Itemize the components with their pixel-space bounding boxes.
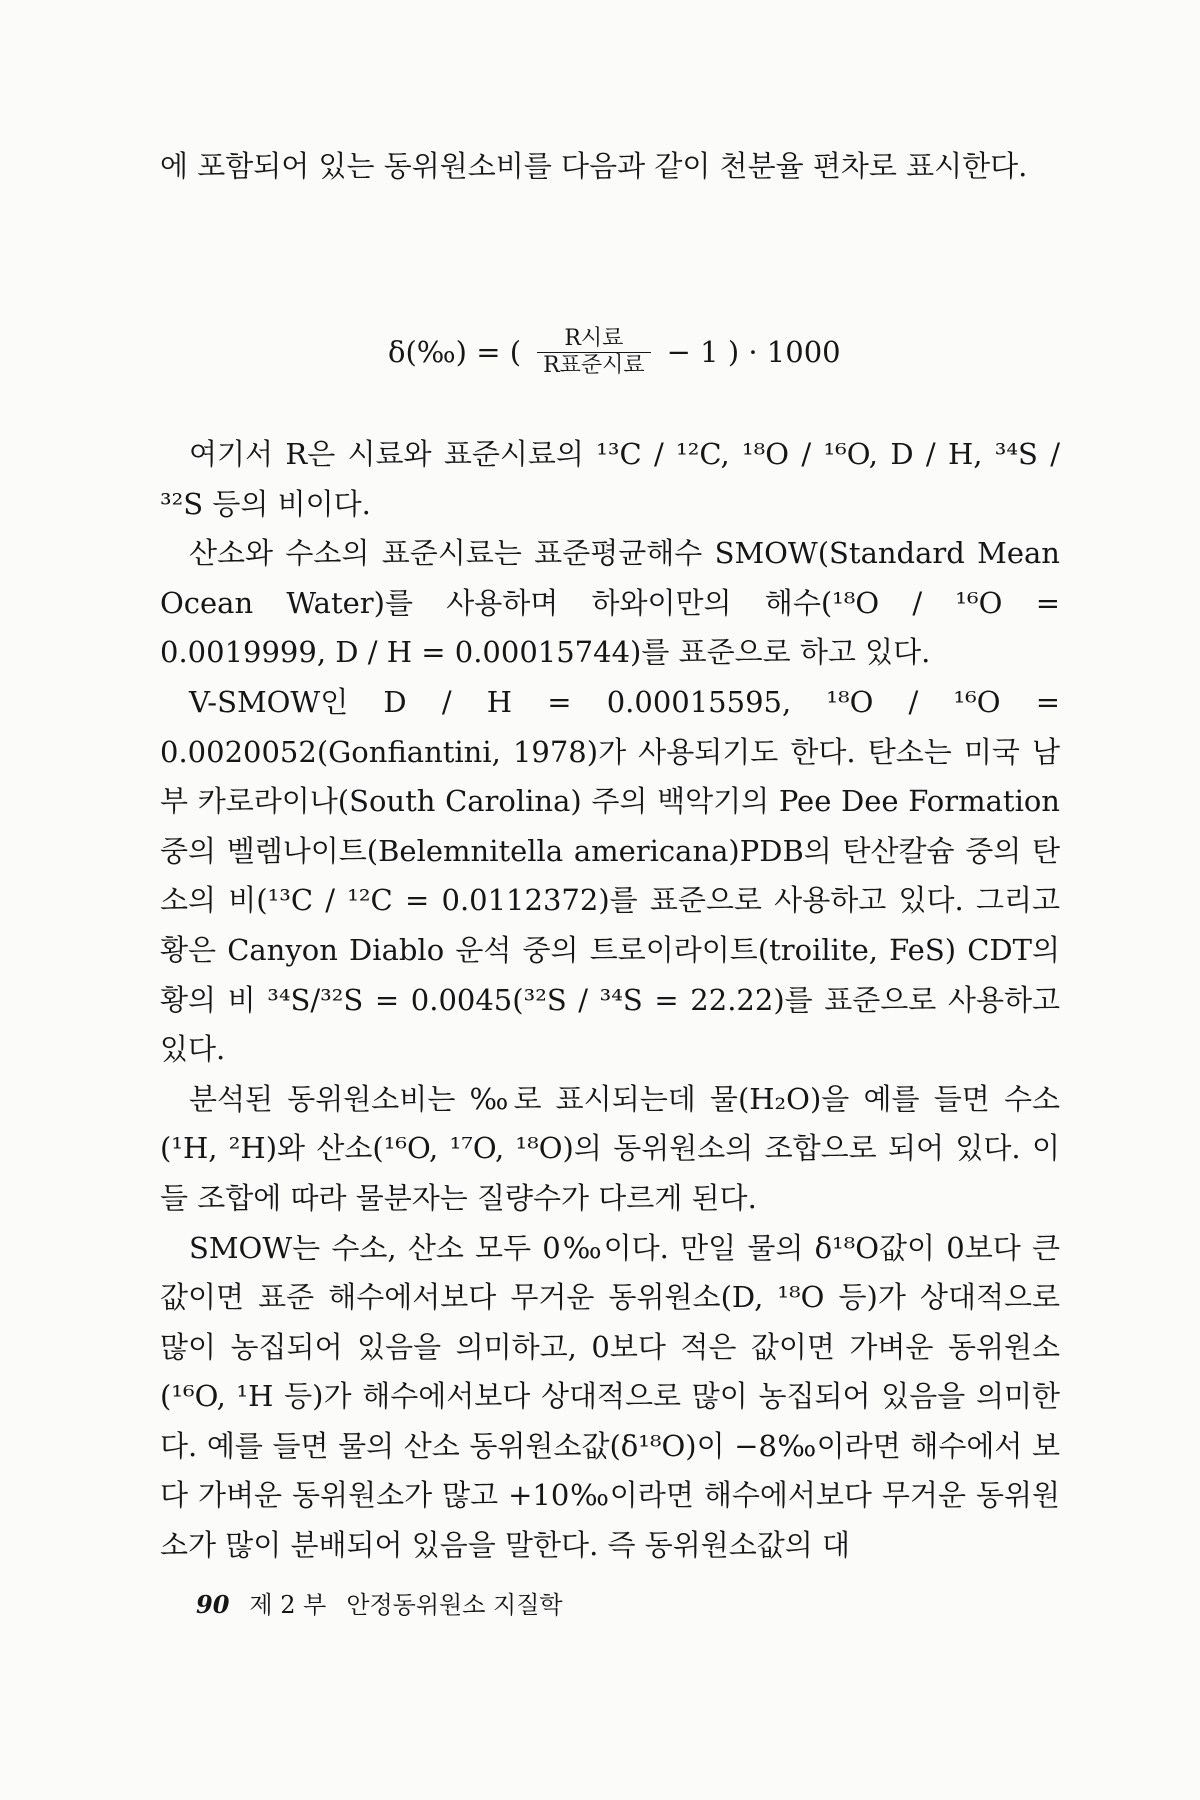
text-block-main [160,430,1060,1571]
delta-formula [388,312,841,392]
formula-denominator: R표준시료 [543,352,645,378]
page-footer [196,1585,563,1620]
formula-fraction [537,326,651,379]
formula-lhs: δ(‰) = ( [388,335,522,369]
page-number: 90 [196,1590,230,1619]
text-block-top [160,142,1060,192]
paragraph: 산소와 수소의 표준시료는 표준평균해수 SMOW(Standard Mean Ocean Water)를 사용하며 하와이만의 해수(¹⁸O / ¹⁶O = 0.0019999, D / H = 0.00015744)를 표준으로 하고 있다. [160,536,1060,670]
intro-paragraph: 에 포함되어 있는 동위원소비를 다음과 같이 천분율 편차로 표시한다. [160,149,1028,183]
paragraph: SMOW는 수소, 산소 모두 0‰이다. 만일 물의 δ¹⁸O값이 0보다 큰 값이면 표준 해수에서보다 무거운 동위원소(D, ¹⁸O 등)가 상대적으로 많이 농집되어 있음을 의미하고, 0보다 적은 값이면 가벼운 동위원소(¹⁶O, ¹H 등)가 해수에서보다 상대적으로 많이 농집되어 있음을 의미한다. 예를 들면 물의 산소 동위원소값(δ¹⁸O)이 −8‰이라면 해수에서 보다 가벼운 동위원소가 많고 +10‰이라면 해수에서보다 무거운 동위원소가 많이 분배되어 있음을 말한다. 즉 동위원소값의 대 [160,1230,1060,1563]
formula-numerator: R시료 [564,325,624,351]
footer-title: 안정동위원소 지질학 [346,1591,563,1619]
footer-section: 제 2 부 [249,1591,327,1619]
formula-rhs: − 1 ) · 1000 [666,335,841,369]
paragraph: 분석된 동위원소비는 ‰로 표시되는데 물(H₂O)을 예를 들면 수소(¹H, ²H)와 산소(¹⁶O, ¹⁷O, ¹⁸O)의 동위원소의 조합으로 되어 있다. 이들 조합에 따라 물분자는 질량수가 다르게 된다. [160,1081,1060,1215]
paragraph: 여기서 R은 시료와 표준시료의 ¹³C / ¹²C, ¹⁸O / ¹⁶O, D / H, ³⁴S / ³²S 등의 비이다. [160,437,1060,521]
paragraph: V-SMOW인 D / H = 0.00015595, ¹⁸O / ¹⁶O = 0.0020052(Gonfiantini, 1978)가 사용되기도 한다. 탄소는 미국 남부 카로라이나(South Carolina) 주의 백악기의 Pee Dee Formation 중의 벨렘나이트(Belemnitella americana)PDB의 탄산칼슘 중의 탄소의 비(¹³C / ¹²C = 0.0112372)를 표준으로 사용하고 있다. 그리고 황은 Canyon Diablo 운석 중의 트로이라이트(troilite, FeS) CDT의 황의 비 ³⁴S/³²S = 0.0045(³²S / ³⁴S = 22.22)를 표준으로 사용하고 있다. [160,684,1060,1067]
